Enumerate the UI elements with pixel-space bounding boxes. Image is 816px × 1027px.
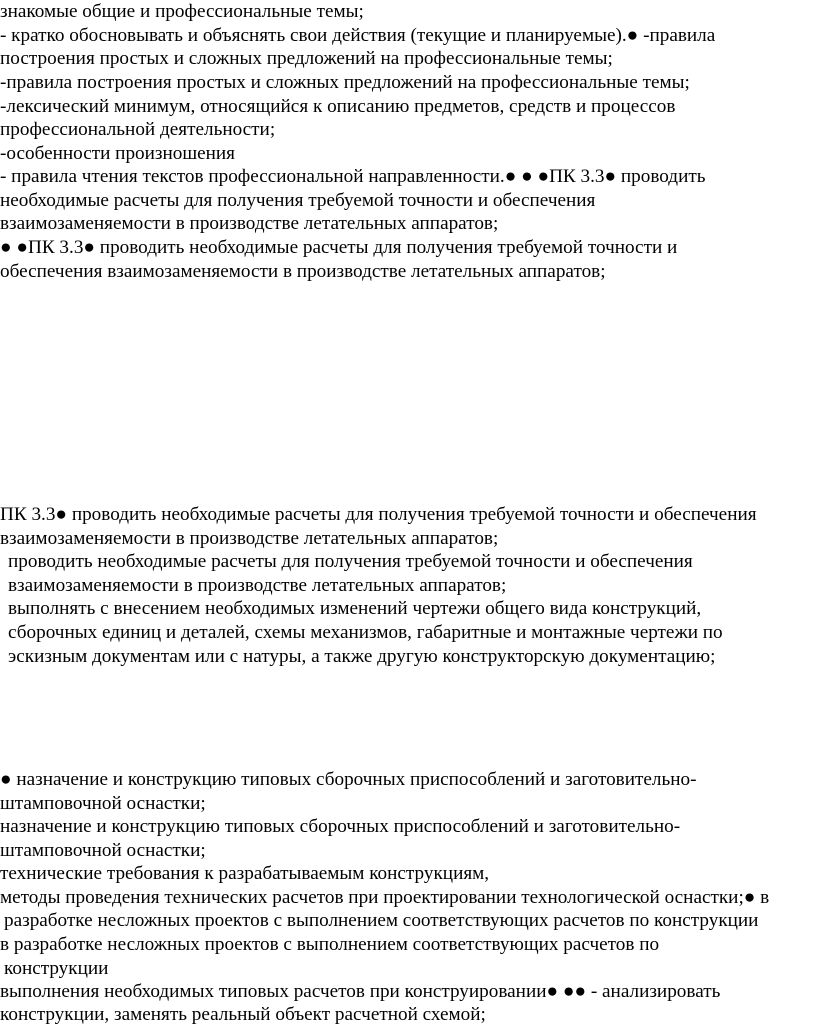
text-line: -особенности произношения	[0, 143, 235, 164]
text-line: взаимозаменяемости в производстве летательных аппаратов;	[8, 575, 507, 596]
text-line: -лексический минимум, относящийся к описанию предметов, средств и процессов	[0, 96, 676, 117]
text-line: выполнения необходимых типовых расчетов при конструировании● ●● - анализировать	[0, 981, 721, 1002]
text-line: необходимые расчеты для получения требуемой точности и обеспечения	[0, 190, 596, 211]
text-line: проводить необходимые расчеты для получения требуемой точности и обеспечения	[8, 551, 693, 572]
text-line: конструкции, заменять реальный объект расчетной схемой;	[0, 1004, 486, 1025]
text-line: построения простых и сложных предложений на профессиональные темы;	[0, 48, 613, 69]
text-line: назначение и конструкцию типовых сборочных приспособлений и заготовительно-	[0, 816, 681, 837]
text-line: взаимозаменяемости в производстве летательных аппаратов;	[0, 528, 499, 549]
text-line: разработке несложных проектов с выполнением соответствующих расчетов по конструкции	[4, 910, 759, 931]
text-line: профессиональной деятельности;	[0, 119, 276, 140]
text-line: знакомые общие и профессиональные темы;	[0, 1, 364, 22]
text-line: в разработке несложных проектов с выполнением соответствующих расчетов по	[0, 934, 660, 955]
text-line: конструкции	[4, 958, 109, 979]
text-line: взаимозаменяемости в производстве летательных аппаратов;	[0, 213, 499, 234]
text-line: технические требования к разрабатываемым конструкциям,	[0, 863, 490, 884]
text-line: - правила чтения текстов профессиональной направленности.● ● ●ПК 3.3● проводить	[0, 166, 706, 187]
text-line: штамповочной оснастки;	[0, 840, 206, 861]
text-line: эскизным документам или с натуры, а также другую конструкторскую документацию;	[8, 646, 716, 667]
text-line: ● ●ПК 3.3● проводить необходимые расчеты для получения требуемой точности и	[0, 237, 678, 258]
text-line: -правила построения простых и сложных предложений на профессиональные темы;	[0, 72, 690, 93]
text-line: штамповочной оснастки;	[0, 793, 206, 814]
text-line: - кратко обосновывать и объяснять свои действия (текущие и планируемые).● -правила	[0, 25, 716, 46]
text-line: методы проведения технических расчетов при проектировании технологической оснастки;● в	[0, 887, 770, 908]
text-line: сборочных единиц и деталей, схемы механизмов, габаритные и монтажные чертежи по	[8, 622, 723, 643]
text-line: ● назначение и конструкцию типовых сборочных приспособлений и заготовительно-	[0, 769, 697, 790]
text-line: обеспечения взаимозаменяемости в производстве летательных аппаратов;	[0, 261, 606, 282]
text-line: ПК 3.3● проводить необходимые расчеты для получения требуемой точности и обеспечения	[0, 504, 757, 525]
text-line: выполнять с внесением необходимых изменений чертежи общего вида конструкций,	[8, 598, 702, 619]
